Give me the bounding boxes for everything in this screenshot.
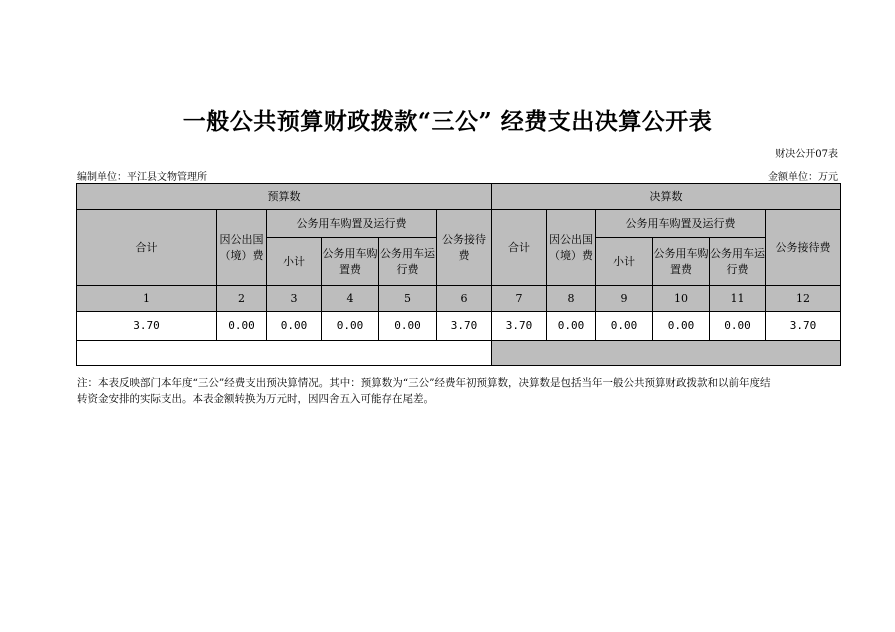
blank-budget-cell xyxy=(77,341,492,366)
page-title: 一般公共预算财政拨款“三公” 经费支出决算公开表 xyxy=(182,108,713,135)
value-cell: 3.70 xyxy=(492,312,547,341)
value-row xyxy=(77,312,841,341)
value-cell: 3.70 xyxy=(437,312,492,341)
budget-header: 预算数 xyxy=(77,184,492,210)
form-code: 财决公开07表 xyxy=(775,149,838,160)
index-cell: 8 xyxy=(547,286,596,312)
final-abroad-header: 因公出国（境）费 xyxy=(547,210,596,286)
value-cell: 3.70 xyxy=(766,312,841,341)
amount-unit: 金额单位：万元 xyxy=(768,172,838,183)
expenditure-table xyxy=(76,183,841,366)
final-subtotal-header: 小计 xyxy=(596,238,653,286)
index-cell: 11 xyxy=(710,286,766,312)
final-vehicle-group-header: 公务用车购置及运行费 xyxy=(596,210,766,238)
value-cell: 0.00 xyxy=(596,312,653,341)
index-cell: 12 xyxy=(766,286,841,312)
header-row-1 xyxy=(77,184,841,210)
value-cell: 3.70 xyxy=(77,312,217,341)
value-cell: 0.00 xyxy=(267,312,322,341)
value-cell: 0.00 xyxy=(710,312,766,341)
index-cell: 1 xyxy=(77,286,217,312)
budget-vehicle-group-header: 公务用车购置及运行费 xyxy=(267,210,437,238)
final-reception-header: 公务接待费 xyxy=(766,210,841,286)
budget-vehicle-operation-header: 公务用车运行费 xyxy=(379,238,437,286)
budget-total-header: 合计 xyxy=(77,210,217,286)
final-total-header: 合计 xyxy=(492,210,547,286)
budget-reception-header: 公务接待费 xyxy=(437,210,492,286)
budget-subtotal-header: 小计 xyxy=(267,238,322,286)
budget-abroad-header: 因公出国（境）费 xyxy=(217,210,267,286)
final-header: 决算数 xyxy=(492,184,841,210)
final-vehicle-purchase-header: 公务用车购置费 xyxy=(653,238,710,286)
header-row-2 xyxy=(77,210,841,238)
final-vehicle-operation-header: 公务用车运行费 xyxy=(710,238,766,286)
blank-row xyxy=(77,341,841,366)
index-row xyxy=(77,286,841,312)
value-cell: 0.00 xyxy=(322,312,379,341)
index-cell: 3 xyxy=(267,286,322,312)
index-cell: 5 xyxy=(379,286,437,312)
value-cell: 0.00 xyxy=(217,312,267,341)
index-cell: 2 xyxy=(217,286,267,312)
index-cell: 7 xyxy=(492,286,547,312)
value-cell: 0.00 xyxy=(379,312,437,341)
index-cell: 10 xyxy=(653,286,710,312)
value-cell: 0.00 xyxy=(547,312,596,341)
index-cell: 4 xyxy=(322,286,379,312)
budget-vehicle-purchase-header: 公务用车购置费 xyxy=(322,238,379,286)
compiling-unit: 编制单位：平江县文物管理所 xyxy=(77,172,207,183)
index-cell: 6 xyxy=(437,286,492,312)
value-cell: 0.00 xyxy=(653,312,710,341)
index-cell: 9 xyxy=(596,286,653,312)
blank-final-cell xyxy=(492,341,841,366)
footnote: 注：本表反映部门本年度“三公”经费支出预决算情况。其中：预算数为“三公”经费年初预算数，决算数是包括当年一般公共预算财政拨款和以前年度结转资金安排的实际支出。本表金额转换为万元时，因四舍五入可能存在尾差。 xyxy=(77,377,771,405)
